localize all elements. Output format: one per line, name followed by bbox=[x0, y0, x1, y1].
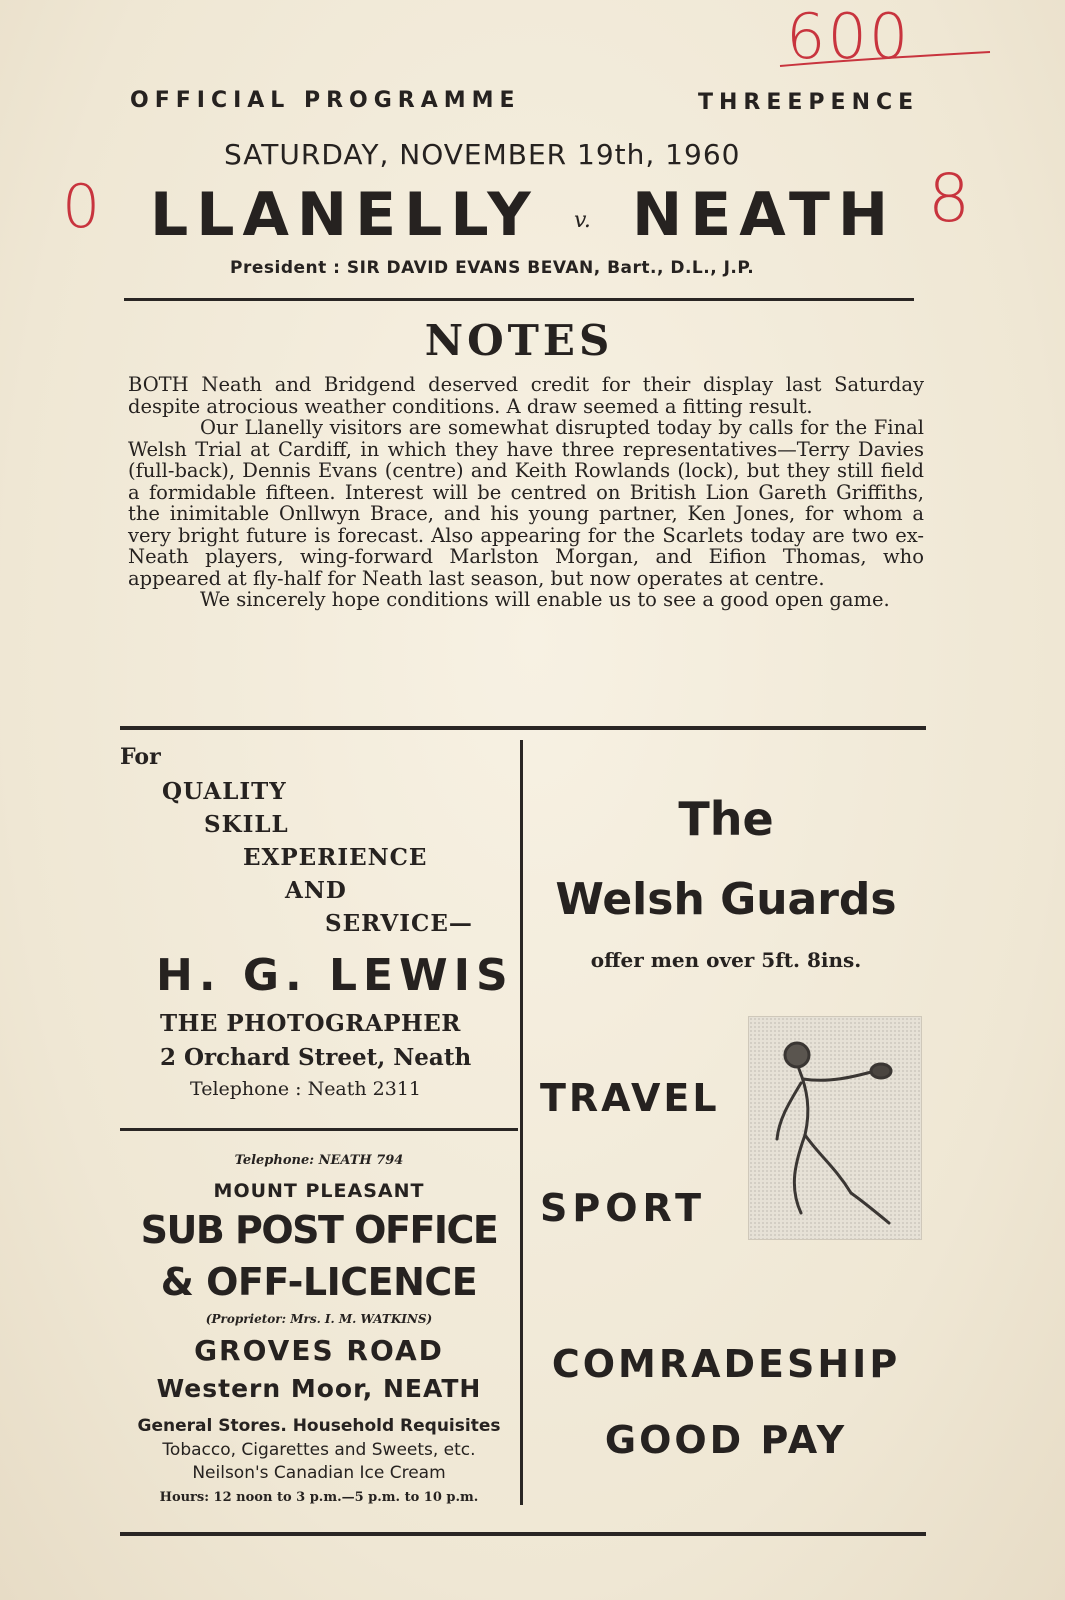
post-office-line-sub-post-office: SUB POST OFFICE bbox=[140, 1208, 498, 1252]
rugby-player-illustration bbox=[748, 1016, 922, 1240]
post-office-goods-1: General Stores. Household Requisites bbox=[137, 1416, 501, 1436]
guards-comradeship: COMRADESHIP bbox=[551, 1342, 901, 1386]
guards-line-the: The bbox=[678, 792, 774, 846]
notes-heading: NOTES bbox=[424, 316, 614, 365]
president-line: President : SIR DAVID EVANS BEVAN, Bart., D.L., J.P. bbox=[230, 258, 755, 278]
column-divider bbox=[520, 740, 523, 1505]
post-office-hours: Hours: 12 noon to 3 p.m.—5 p.m. to 10 p.m. bbox=[159, 1490, 479, 1505]
photographer-line-experience: EXPERIENCE bbox=[243, 844, 428, 871]
handwritten-number: 600 bbox=[786, 0, 911, 73]
match-date: SATURDAY, NOVEMBER 19th, 1960 bbox=[224, 138, 741, 171]
photographer-title: THE PHOTOGRAPHER bbox=[160, 1010, 461, 1037]
handwritten-score-left: 0 bbox=[62, 172, 101, 242]
photographer-telephone: Telephone : Neath 2311 bbox=[190, 1078, 422, 1100]
notes-body bbox=[128, 374, 924, 611]
post-office-goods-3: Neilson's Canadian Ice Cream bbox=[192, 1463, 446, 1483]
notes-paragraph-3: We sincerely hope conditions will enable us to see a good open game. bbox=[200, 588, 890, 611]
photographer-address: 2 Orchard Street, Neath bbox=[160, 1044, 472, 1071]
photographer-name: H. G. LEWIS bbox=[156, 950, 514, 1001]
notes-paragraph-2: Our Llanelly visitors are somewhat disrupted today by calls for the Final Welsh Trial at Cardiff, in which they have three representatives—Terry Davies (full-back), Dennis Evans (centre) and Keith Rowlands (lock), but they still field a formidable fifteen. Interest will be centred on British Lion Gareth Griffiths, the inimitable Onllwyn Brace, and his young partner, Ken Jones, for whom a very bright future is forecast. Also appearing for the Scarlets today are two ex-Neath players, wing-forward Marlston Morgan, and Eifion Thomas, who appeared at fly-half for Neath last season, but now operates at centre. bbox=[128, 416, 924, 590]
guards-sport: SPORT bbox=[540, 1186, 706, 1230]
guards-travel: TRAVEL bbox=[540, 1076, 720, 1120]
post-office-telephone: Telephone: NEATH 794 bbox=[234, 1153, 404, 1168]
versus-label: v. bbox=[574, 208, 591, 233]
footer-divider bbox=[120, 1532, 926, 1536]
photographer-line-skill: SKILL bbox=[204, 811, 289, 838]
photographer-line-and: AND bbox=[285, 877, 347, 904]
header-divider bbox=[124, 298, 914, 301]
photographer-line-quality: QUALITY bbox=[162, 778, 287, 805]
guards-line-welsh-guards: Welsh Guards bbox=[555, 874, 897, 925]
post-office-place: Western Moor, NEATH bbox=[156, 1374, 482, 1403]
photographer-intro: For bbox=[120, 744, 161, 770]
post-office-line-mount-pleasant: MOUNT PLEASANT bbox=[213, 1180, 425, 1202]
away-team: NEATH bbox=[632, 180, 897, 250]
notes-paragraph-1: BOTH Neath and Bridgend deserved credit for their display last Saturday despite atrocious weather conditions. A draw seemed a fitting result. bbox=[128, 373, 924, 418]
handwritten-score-right: 8 bbox=[928, 160, 970, 237]
guards-offer: offer men over 5ft. 8ins. bbox=[590, 948, 862, 972]
guards-good-pay: GOOD PAY bbox=[604, 1418, 848, 1462]
left-ad-divider bbox=[120, 1128, 518, 1131]
handwritten-underline bbox=[776, 50, 996, 74]
photographer-line-service: SERVICE— bbox=[325, 910, 473, 937]
home-team: LLANELLY bbox=[150, 180, 539, 250]
price-label: THREEPENCE bbox=[698, 90, 920, 115]
post-office-goods-2: Tobacco, Cigarettes and Sweets, etc. bbox=[162, 1440, 476, 1460]
post-office-road: GROVES ROAD bbox=[194, 1334, 444, 1367]
notes-divider bbox=[120, 726, 926, 730]
post-office-proprietor: (Proprietor: Mrs. I. M. WATKINS) bbox=[205, 1312, 433, 1326]
post-office-line-off-licence: & OFF-LICENCE bbox=[160, 1260, 478, 1304]
programme-label: OFFICIAL PROGRAMME bbox=[130, 88, 521, 113]
rugby-player-icon bbox=[749, 1017, 921, 1239]
